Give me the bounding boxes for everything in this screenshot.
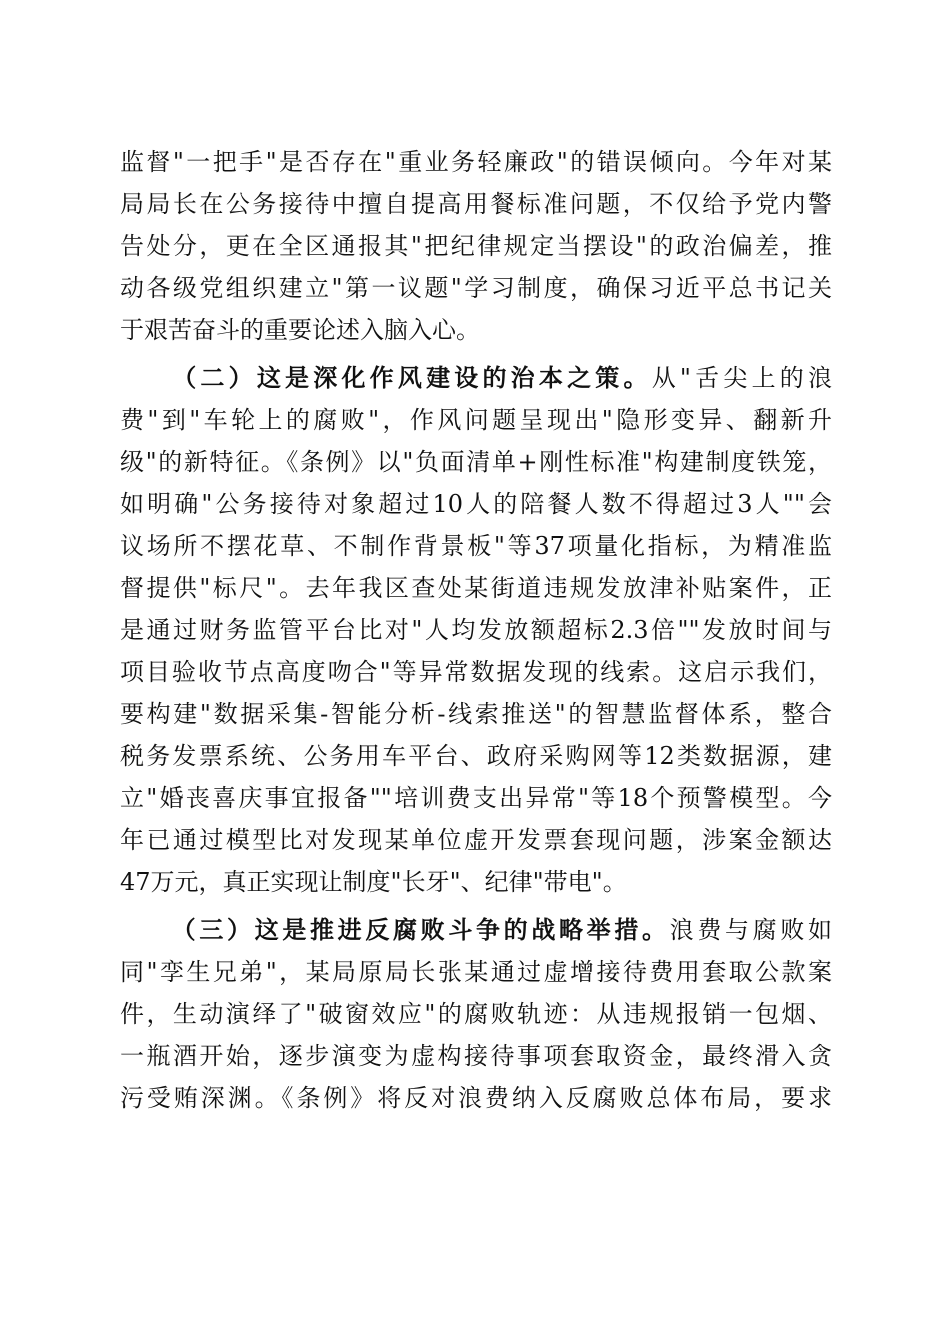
text-line: 年已通过模型比对发现某单位虚开发票套现问题，涉案金额达 — [120, 826, 832, 854]
paragraph-1 — [120, 141, 832, 351]
section-heading-2: （二）这是深化作风建设的治本之策。 — [168, 363, 652, 392]
text-line: 于艰苦奋斗的重要论述入脑入心。 — [120, 316, 480, 344]
text-line — [120, 909, 832, 951]
text-line: 件，生动演绎了"破窗效应"的腐败轨迹：从违规报销一包烟、 — [120, 1000, 832, 1028]
document-body — [120, 141, 832, 1119]
text-line: 立"婚丧喜庆事宜报备""培训费支出异常"等18个预警模型。今 — [120, 784, 832, 812]
text-line: 督提供"标尺"。去年我区查处某街道违规发放津补贴案件，正 — [120, 574, 832, 602]
text-line — [120, 357, 832, 399]
text-line: 要构建"数据采集-智能分析-线索推送"的智慧监督体系，整合 — [120, 700, 832, 728]
text-line: 项目验收节点高度吻合"等异常数据发现的线索。这启示我们， — [120, 658, 832, 686]
section-heading-3: （三）这是推进反腐败斗争的战略举措。 — [168, 915, 670, 944]
text-line: 局局长在公务接待中擅自提高用餐标准问题，不仅给予党内警 — [120, 190, 832, 218]
text-line: 如明确"公务接待对象超过10人的陪餐人数不得超过3人""会 — [120, 490, 832, 518]
text-line: 一瓶酒开始，逐步演变为虚构接待事项套取资金，最终滑入贪 — [120, 1042, 832, 1070]
text-line: 同"孪生兄弟"，某局原局长张某通过虚增接待费用套取公款案 — [120, 958, 832, 986]
text-line: 监督"一把手"是否存在"重业务轻廉政"的错误倾向。今年对某 — [120, 148, 832, 176]
text-line: 税务发票系统、公务用车平台、政府采购网等12类数据源，建 — [120, 742, 832, 770]
text-line: 费"到"车轮上的腐败"，作风问题呈现出"隐形变异、翻新升 — [120, 406, 832, 434]
text-line: 是通过财务监管平台比对"人均发放额超标2.3倍""发放时间与 — [120, 616, 832, 644]
text-line: 议场所不摆花草、不制作背景板"等37项量化指标，为精准监 — [120, 532, 832, 560]
text-line: 级"的新特征。《条例》以"负面清单+刚性标准"构建制度铁笼， — [120, 448, 832, 476]
text-line: 污受贿深渊。《条例》将反对浪费纳入反腐败总体布局，要求 — [120, 1084, 832, 1112]
text-line: 动各级党组织建立"第一议题"学习制度，确保习近平总书记关 — [120, 274, 832, 302]
paragraph-2 — [120, 357, 832, 903]
text-line: 47万元，真正实现让制度"长牙"、纪律"带电"。 — [120, 868, 627, 896]
paragraph-3 — [120, 909, 832, 1119]
text-run: 浪费与腐败如 — [669, 916, 833, 944]
text-run: 从"舌尖上的浪 — [651, 364, 832, 392]
text-line: 告处分，更在全区通报其"把纪律规定当摆设"的政治偏差，推 — [120, 232, 832, 260]
